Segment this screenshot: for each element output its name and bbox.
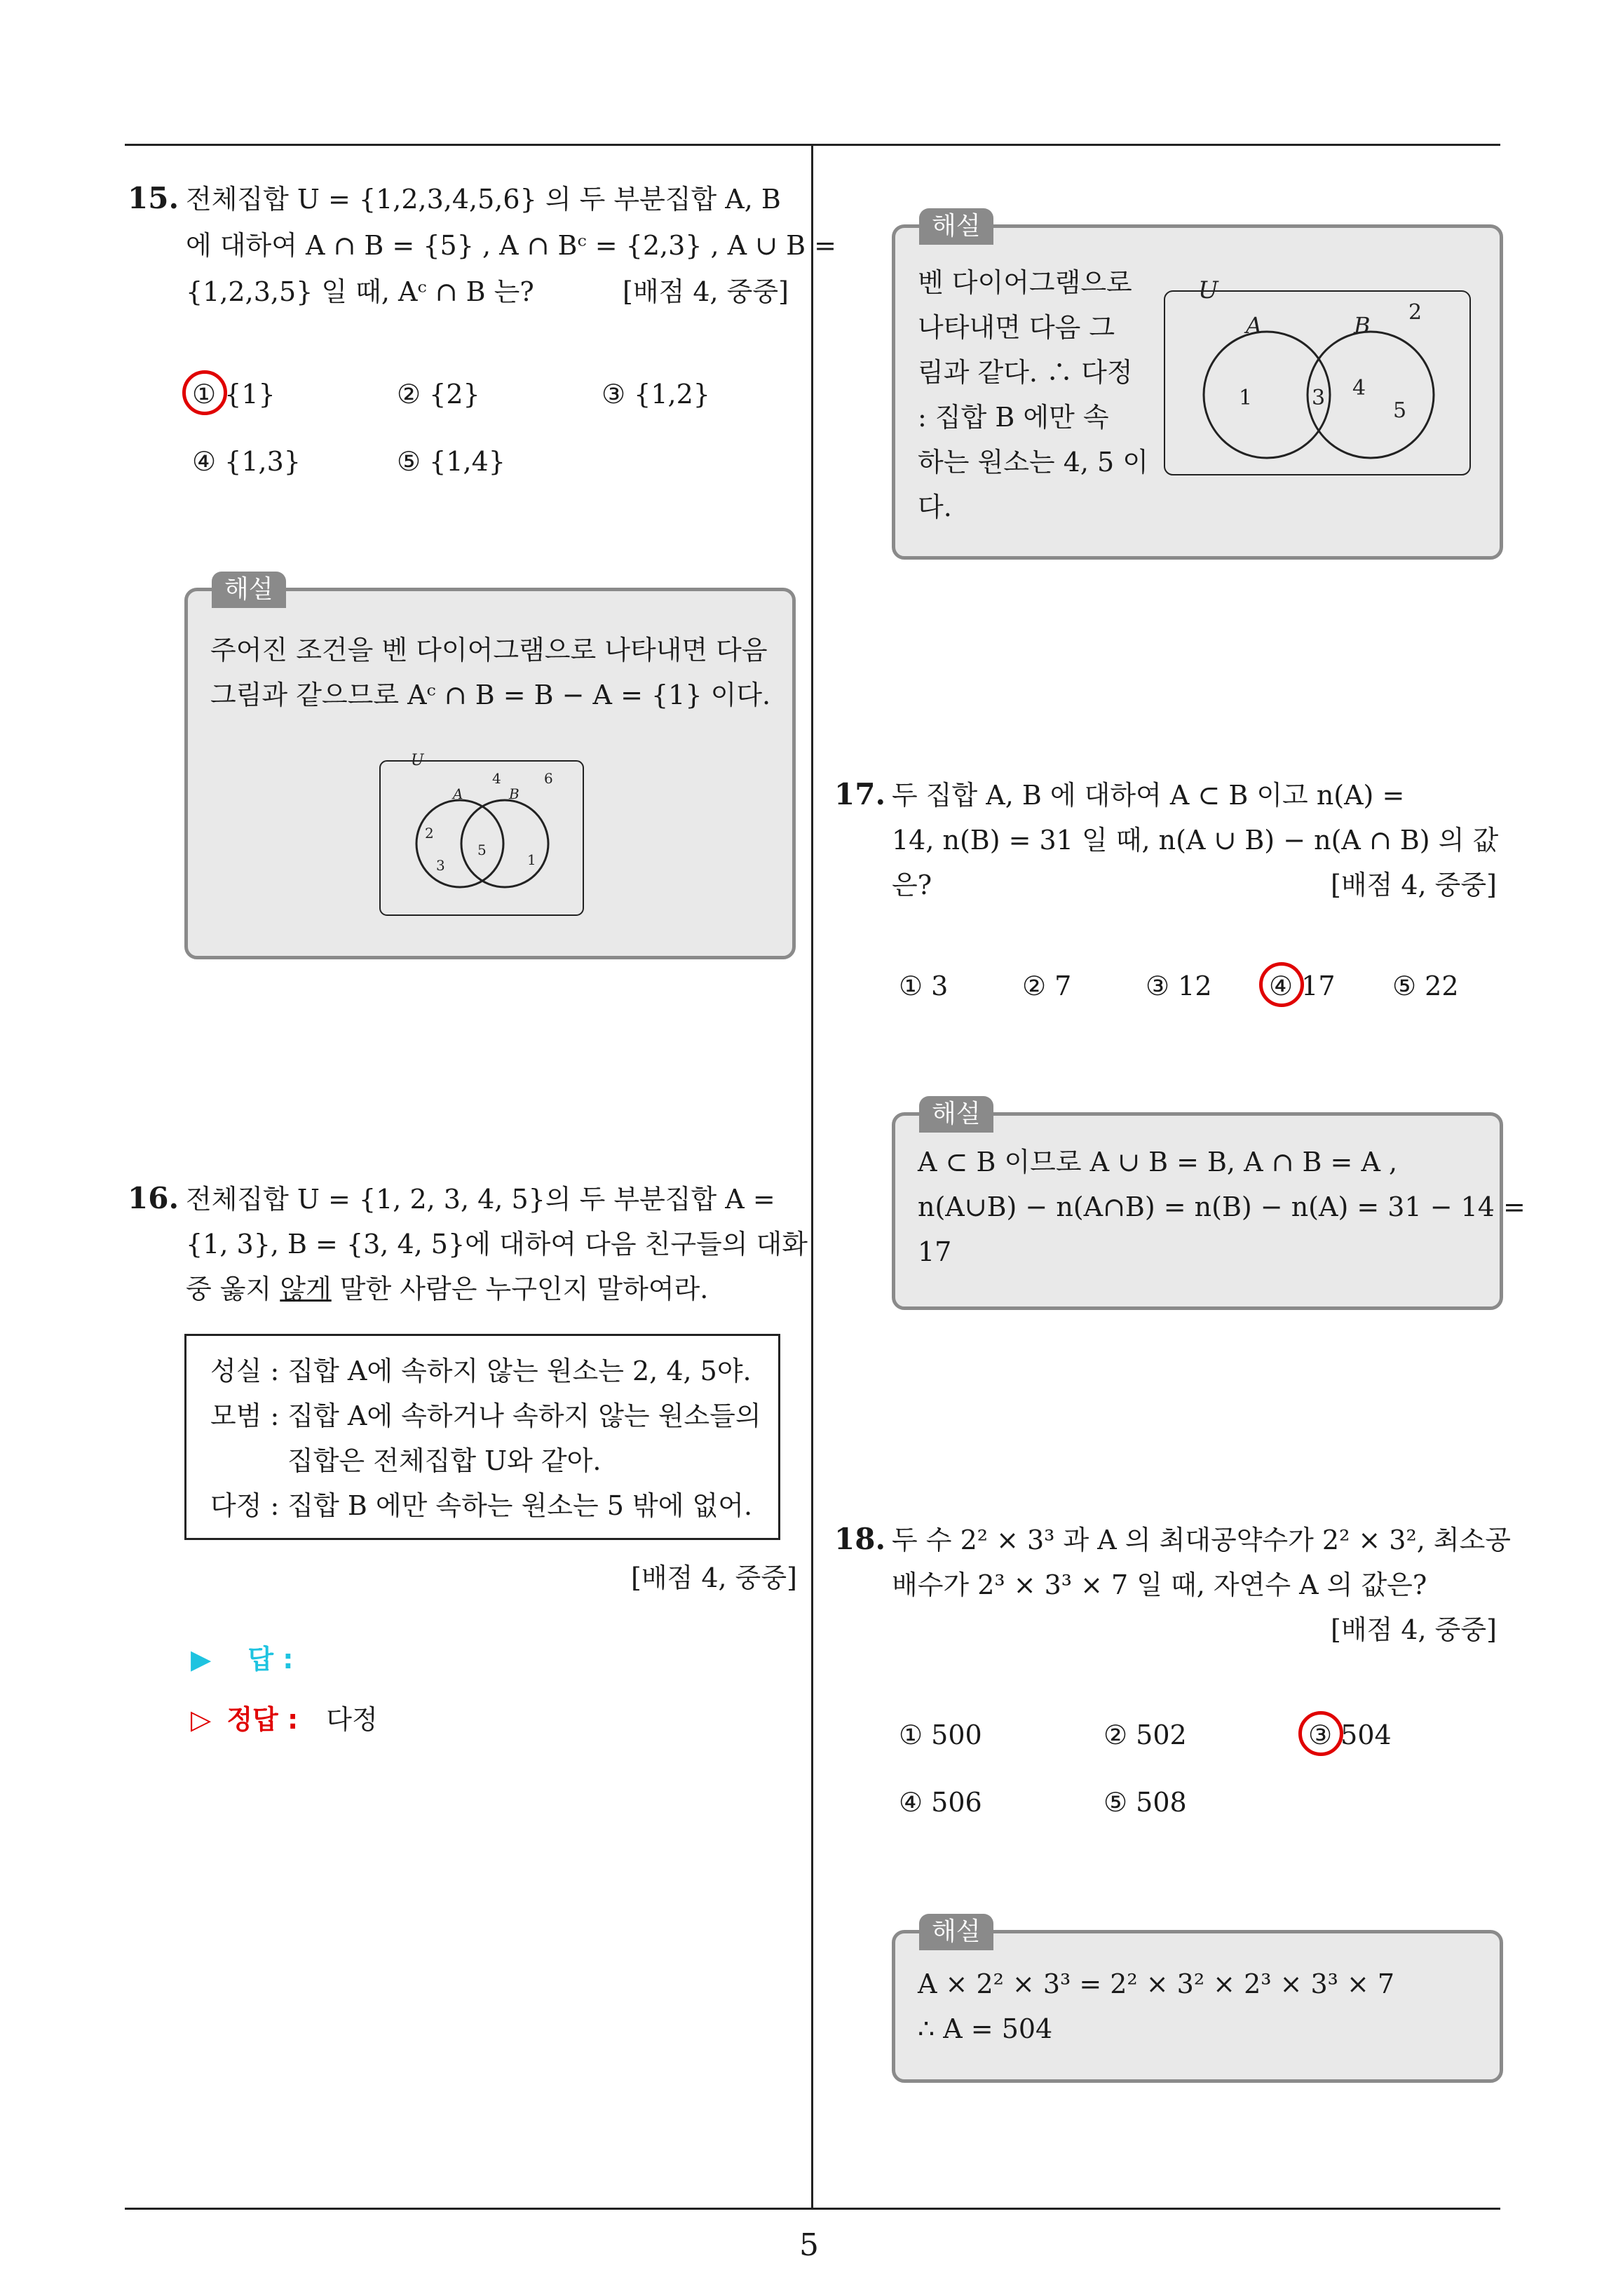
q16-line-3 <box>186 1267 708 1311</box>
q17-choice-3[interactable]: ③ 12 <box>1146 971 1212 1001</box>
q15-answer-mark <box>182 370 227 415</box>
q15-venn-circle-a <box>416 800 503 887</box>
q16-venn-a-label: A <box>1246 312 1263 339</box>
q17-solution-line-2: n(A∪B) − n(A∩B) = n(B) − n(A) = 31 − 14 = <box>918 1191 1526 1222</box>
q16-solution-line-6: 다. <box>918 492 952 522</box>
q17-score: [배점 4, 중중] <box>1331 870 1497 900</box>
q15-choice-5[interactable]: ⑤ {1,4} <box>397 446 505 477</box>
q18-number: 18. <box>834 1522 886 1556</box>
q16-dialog-box <box>184 1334 780 1540</box>
q16-line-2: {1, 3}, B = {3, 4, 5}에 대하여 다음 친구들의 대화 <box>186 1229 808 1260</box>
q15-solution-line-2: 그림과 같으므로 Aᶜ ∩ B = B − A = {1} 이다. <box>210 680 771 710</box>
q15-venn-num-4: 4 <box>492 770 501 787</box>
q18-choice-4[interactable]: ④ 506 <box>899 1787 982 1818</box>
q17-choice-5[interactable]: ⑤ 22 <box>1392 971 1459 1001</box>
q16-correct-label: 정답 : <box>226 1704 299 1735</box>
q17-solution-box <box>892 1100 1526 1310</box>
q16-dialog-line-3: 집합은 전체집합 U와 같아. <box>287 1445 602 1476</box>
q15-venn-num-3: 3 <box>436 857 445 874</box>
q16-venn-u-label: U <box>1198 276 1218 304</box>
q18-choice-5[interactable]: ⑤ 508 <box>1103 1787 1187 1818</box>
q15-venn-num-2: 2 <box>425 825 434 842</box>
page-number: 5 <box>799 2227 819 2263</box>
q15-solution-line-1: 주어진 조건을 벤 다이어그램으로 나타내면 다음 <box>210 635 768 666</box>
q15-venn-num-6: 6 <box>544 770 553 787</box>
q15-choice-4[interactable]: ④ {1,3} <box>192 446 301 477</box>
q16-venn-diagram <box>1162 270 1477 480</box>
q18-score: [배점 4, 중중] <box>1331 1614 1497 1645</box>
q16-venn-num-3: 3 <box>1312 386 1326 410</box>
q16-correct-value: 다정 <box>326 1704 378 1735</box>
q16-venn-b-label: B <box>1354 312 1371 339</box>
q17-solution-tag: 해설 <box>919 1096 993 1133</box>
q15-solution-box <box>184 575 796 959</box>
q16-solution-line-2: 나타내면 다음 그 <box>918 312 1115 343</box>
q18-line-2: 배수가 2³ × 3³ × 7 일 때, 자연수 A 의 값은? <box>892 1569 1427 1600</box>
q15-score: [배점 4, 중중] <box>623 276 789 307</box>
q17-choice-4[interactable]: ④ 17 <box>1269 971 1336 1001</box>
q16-score: [배점 4, 중중] <box>631 1562 797 1593</box>
q18-choice-3[interactable]: ③ 504 <box>1308 1720 1392 1750</box>
q16-solution-line-3: 림과 같다. ∴ 다정 <box>918 357 1133 388</box>
q16-answer-row <box>191 1637 293 1682</box>
q16-venn-num-4: 4 <box>1352 376 1366 400</box>
q16-line-1: 전체집합 U = {1, 2, 3, 4, 5}의 두 부분집합 A = <box>186 1184 775 1215</box>
q18-solution-line-2: ∴ A = 504 <box>918 2013 1053 2044</box>
q16-answer-arrow-icon: ▶ <box>191 1644 212 1675</box>
q17-choice-2[interactable]: ② 7 <box>1022 971 1072 1001</box>
column-divider <box>811 144 813 2209</box>
q16-line-3-underlined: 않게 <box>280 1274 332 1304</box>
q17-solution-line-1: A ⊂ B 이므로 A ∪ B = B, A ∩ B = A , <box>918 1147 1398 1177</box>
q18-answer-mark <box>1298 1711 1343 1756</box>
q18-solution-tag: 해설 <box>919 1914 993 1950</box>
q16-solution-box <box>892 212 1503 560</box>
q15-choice-1[interactable]: ① {1} <box>192 379 276 410</box>
q16-dialog-line-2: 모범 : 집합 A에 속하거나 속하지 않는 원소들의 <box>210 1400 761 1431</box>
q17-answer-mark <box>1259 962 1304 1007</box>
q16-dialog-line-1: 성실 : 집합 A에 속하지 않는 원소는 2, 4, 5야. <box>210 1356 752 1386</box>
q15-choice-3[interactable]: ③ {1,2} <box>602 379 710 410</box>
q16-venn-circle-b <box>1308 332 1434 458</box>
q17-line-2: 14, n(B) = 31 일 때, n(A ∪ B) − n(A ∩ B) 의 값 <box>892 825 1499 856</box>
q17-line-3: 은? <box>892 870 932 900</box>
q15-venn-a-label: A <box>453 785 463 802</box>
q15-venn-diagram <box>377 752 588 921</box>
q15-venn-circle-b <box>461 800 548 887</box>
q15-venn-u-label: U <box>411 752 424 769</box>
q17-number: 17. <box>834 777 886 811</box>
bottom-rule <box>125 2208 1500 2210</box>
q15-choice-2[interactable]: ② {2} <box>397 379 480 410</box>
q15-venn-num-1: 1 <box>527 851 536 868</box>
q15-solution-tag: 해설 <box>212 572 286 608</box>
q16-solution-tag: 해설 <box>919 208 993 245</box>
q16-solution-line-5: 하는 원소는 4, 5 이 <box>918 447 1148 478</box>
q16-solution-line-1: 벤 다이어그램으로 <box>918 267 1132 298</box>
q17-choice-1[interactable]: ① 3 <box>899 971 949 1001</box>
q15-number: 15. <box>128 181 179 215</box>
q16-line-3-pre: 중 옳지 <box>186 1274 280 1304</box>
q18-solution-box <box>892 1917 1503 2083</box>
q15-venn-num-5: 5 <box>477 842 487 858</box>
q16-venn-num-1: 1 <box>1239 386 1253 410</box>
q15-line-1: 전체집합 U = {1,2,3,4,5,6} 의 두 부분집합 A, B <box>186 184 781 215</box>
q18-solution-line-1: A × 2² × 3³ = 2² × 3² × 2³ × 3³ × 7 <box>918 1969 1395 1999</box>
q16-correct-arrow-icon: ▷ <box>191 1704 212 1735</box>
q18-choice-1[interactable]: ① 500 <box>899 1720 982 1750</box>
q16-correct-row <box>191 1697 378 1742</box>
q16-number: 16. <box>128 1181 179 1215</box>
q16-venn-num-2: 2 <box>1408 300 1422 325</box>
q15-venn-b-label: B <box>509 785 520 802</box>
q15-line-2: 에 대하여 A ∩ B = {5} , A ∩ Bᶜ = {2,3} , A ∪ B = <box>186 230 836 261</box>
q17-line-1: 두 집합 A, B 에 대하여 A ⊂ B 이고 n(A) = <box>892 780 1405 811</box>
q18-line-1: 두 수 2² × 3³ 과 A 의 최대공약수가 2² × 3², 최소공 <box>892 1525 1511 1555</box>
q16-line-3-post: 말한 사람은 누구인지 말하여라. <box>331 1274 709 1304</box>
q16-venn-circle-a <box>1204 332 1330 458</box>
q16-dialog-line-4: 다정 : 집합 B 에만 속하는 원소는 5 밖에 없어. <box>210 1490 753 1521</box>
q15-line-3: {1,2,3,5} 일 때, Aᶜ ∩ B 는? <box>186 276 534 307</box>
q17-solution-line-3: 17 <box>918 1236 952 1267</box>
q16-venn-num-5: 5 <box>1393 398 1407 423</box>
q16-solution-line-4: : 집합 B 에만 속 <box>918 402 1109 433</box>
q18-choice-2[interactable]: ② 502 <box>1103 1720 1187 1750</box>
q16-answer-label: 답 : <box>247 1644 294 1675</box>
